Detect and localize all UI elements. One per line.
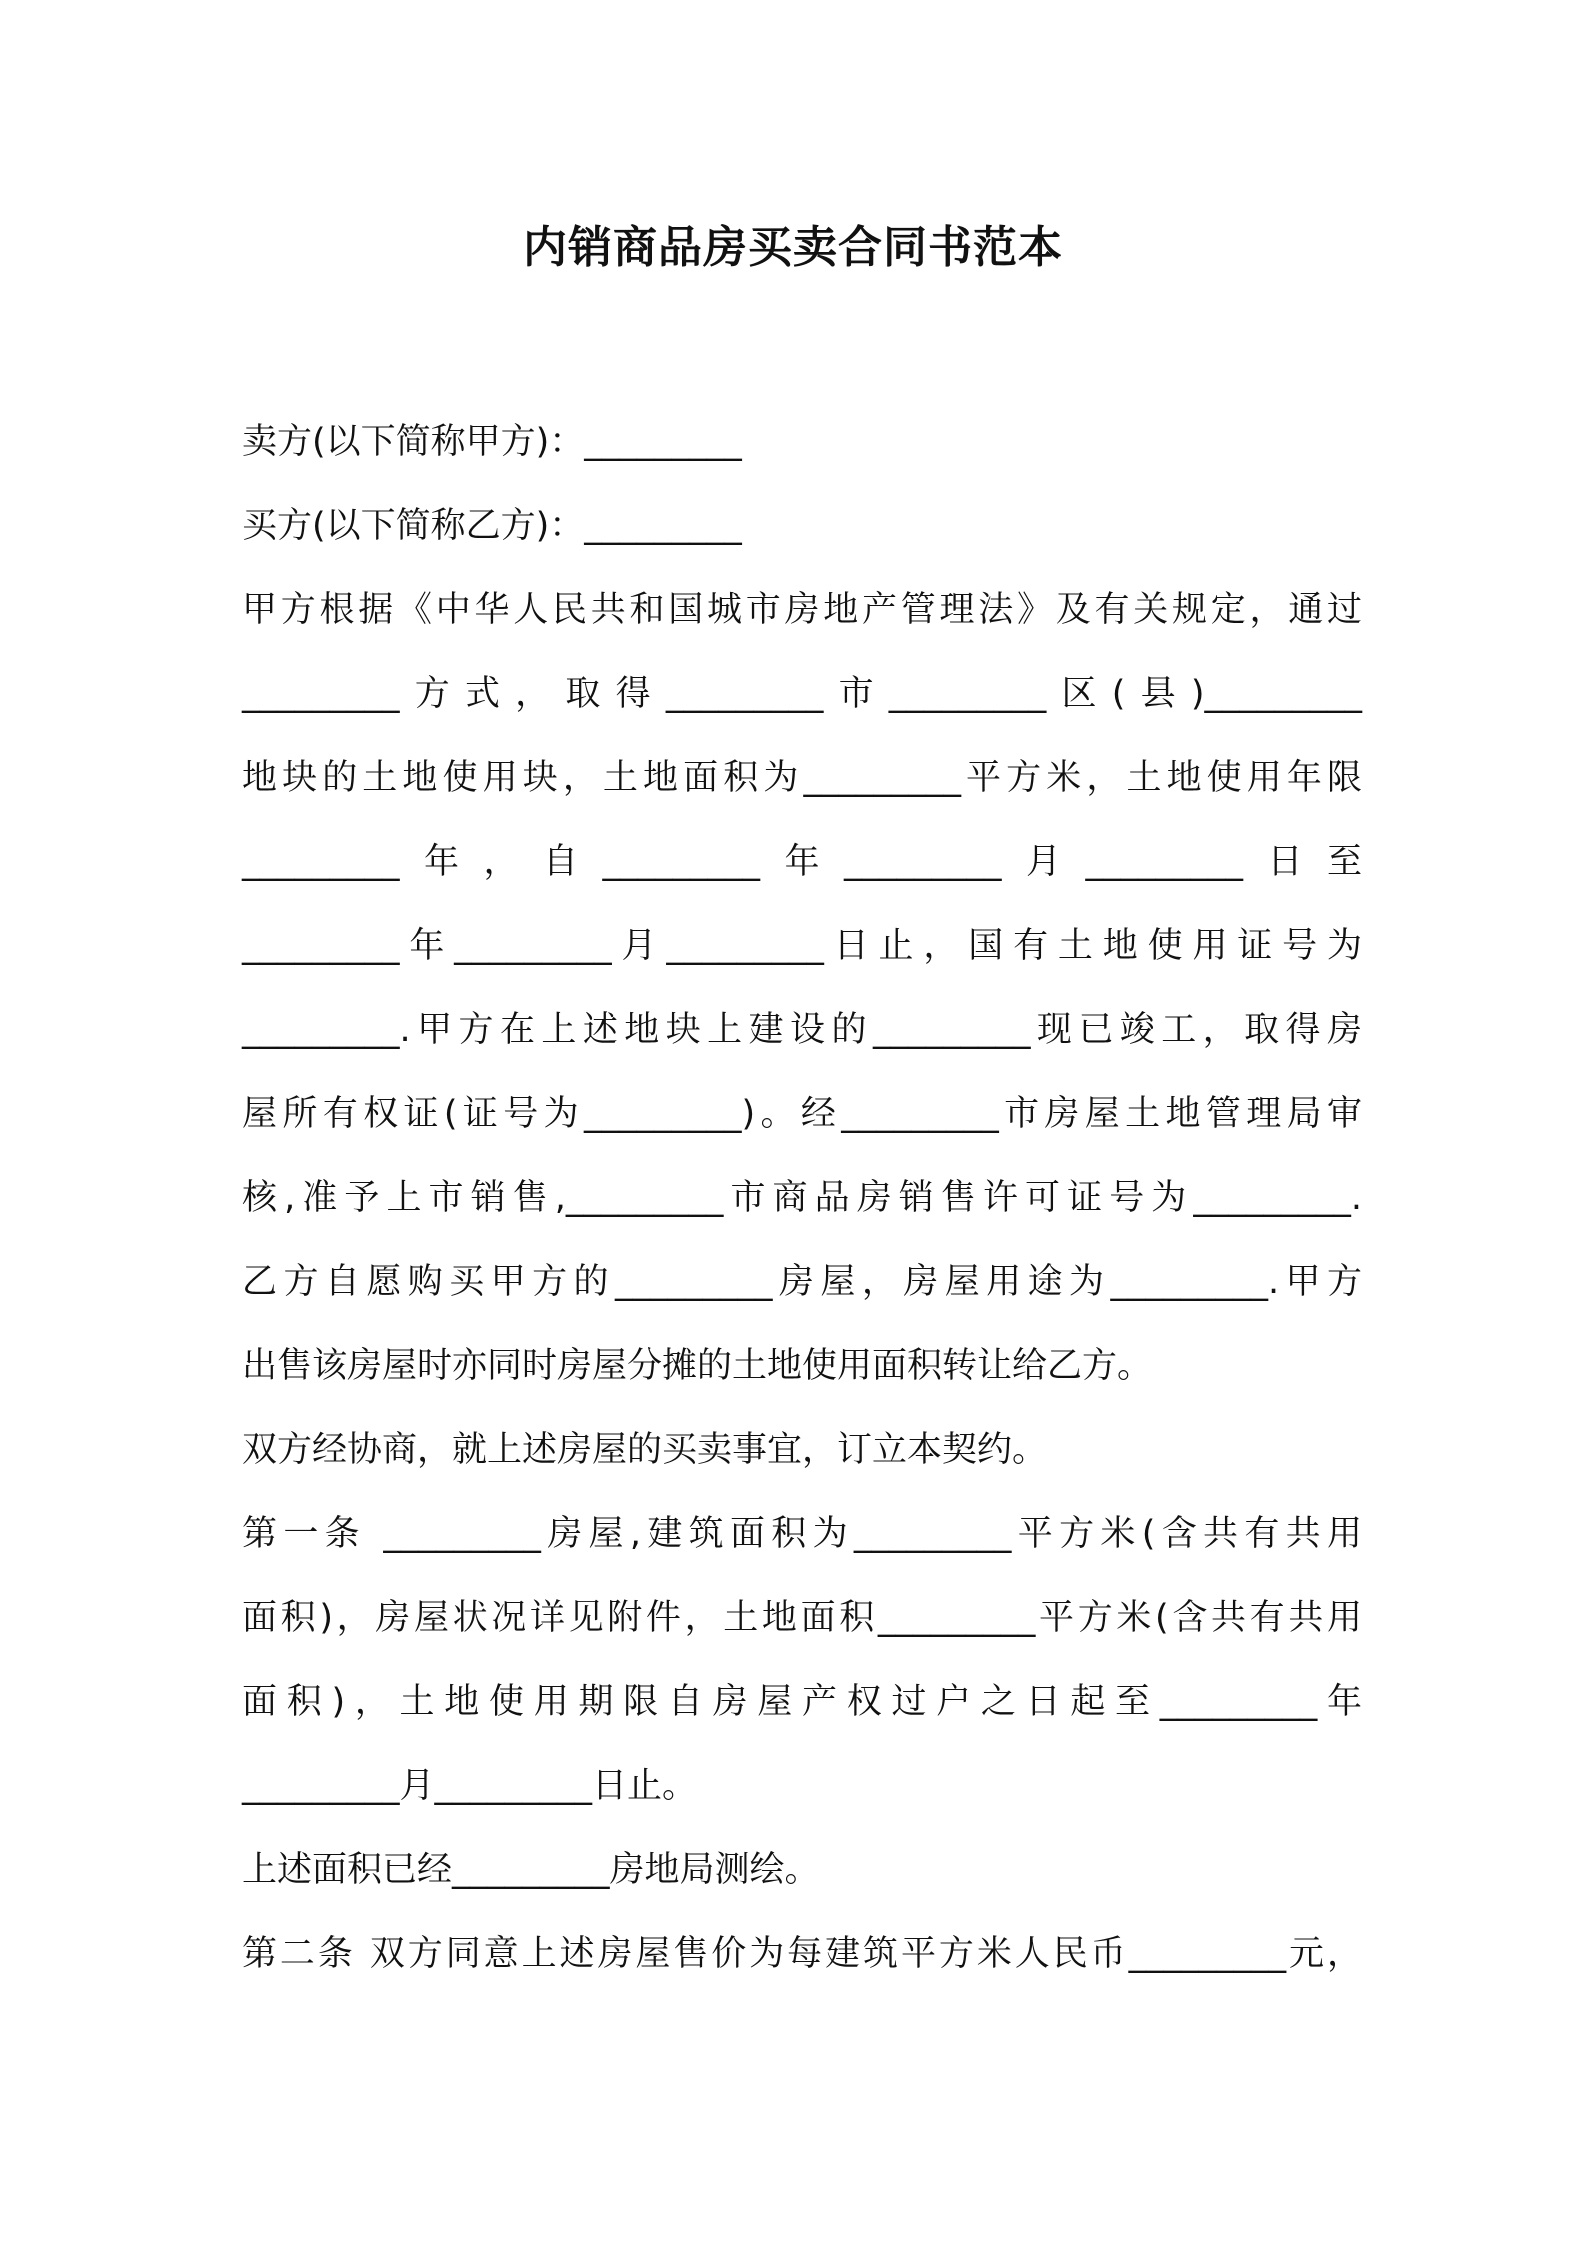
article-one-line: 第一条 _________房屋,建筑面积为_________平方米(含共有共用 xyxy=(242,1514,1362,1554)
buyer-line: 买方(以下简称乙方)：_________ xyxy=(242,506,742,546)
paragraph-line: 核,准予上市销售,_________市商品房销售许可证号为_________. xyxy=(242,1178,1362,1218)
paragraph-line: 地块的土地使用块，土地面积为_________平方米，土地使用年限 xyxy=(242,758,1362,798)
article-one-line: 面积)，房屋状况详见附件，土地面积_________平方米(含共有共用 xyxy=(242,1598,1362,1638)
paragraph-line: 出售该房屋时亦同时房屋分摊的土地使用面积转让给乙方。 xyxy=(242,1346,1153,1386)
article-two-line: 第二条 双方同意上述房屋售价为每建筑平方米人民币_________元， xyxy=(242,1934,1362,1974)
seller-line: 卖方(以下简称甲方)：_________ xyxy=(242,422,742,462)
document-body xyxy=(242,400,1362,1996)
article-one-line: _________月_________日止。 xyxy=(242,1766,698,1806)
paragraph-line: 甲方根据《中华人民共和国城市房地产管理法》及有关规定，通过 xyxy=(242,590,1362,630)
document-title: 内销商品房买卖合同书范本 xyxy=(523,222,1063,273)
paragraph-line: _________.甲方在上述地块上建设的_________现已竣工，取得房 xyxy=(242,1010,1362,1050)
paragraph-line: _________年_________月_________日止，国有土地使用证号为 xyxy=(242,926,1362,966)
paragraph-line: _________年，自_________年_________月_________日至 xyxy=(242,842,1362,882)
article-one-line: 面积)，土地使用期限自房屋产权过户之日起至_________年 xyxy=(242,1682,1362,1722)
paragraph-line: 屋所有权证(证号为_________)。经_________市房屋土地管理局审 xyxy=(242,1094,1362,1134)
paragraph-line: 乙方自愿购买甲方的_________房屋，房屋用途为_________.甲方 xyxy=(242,1262,1362,1302)
paragraph-line: _________方式，取得_________市_________区(县)_________ xyxy=(242,674,1362,714)
paragraph-line: 上述面积已经_________房地局测绘。 xyxy=(242,1850,820,1890)
paragraph-line: 双方经协商，就上述房屋的买卖事宜，订立本契约。 xyxy=(242,1430,1048,1470)
